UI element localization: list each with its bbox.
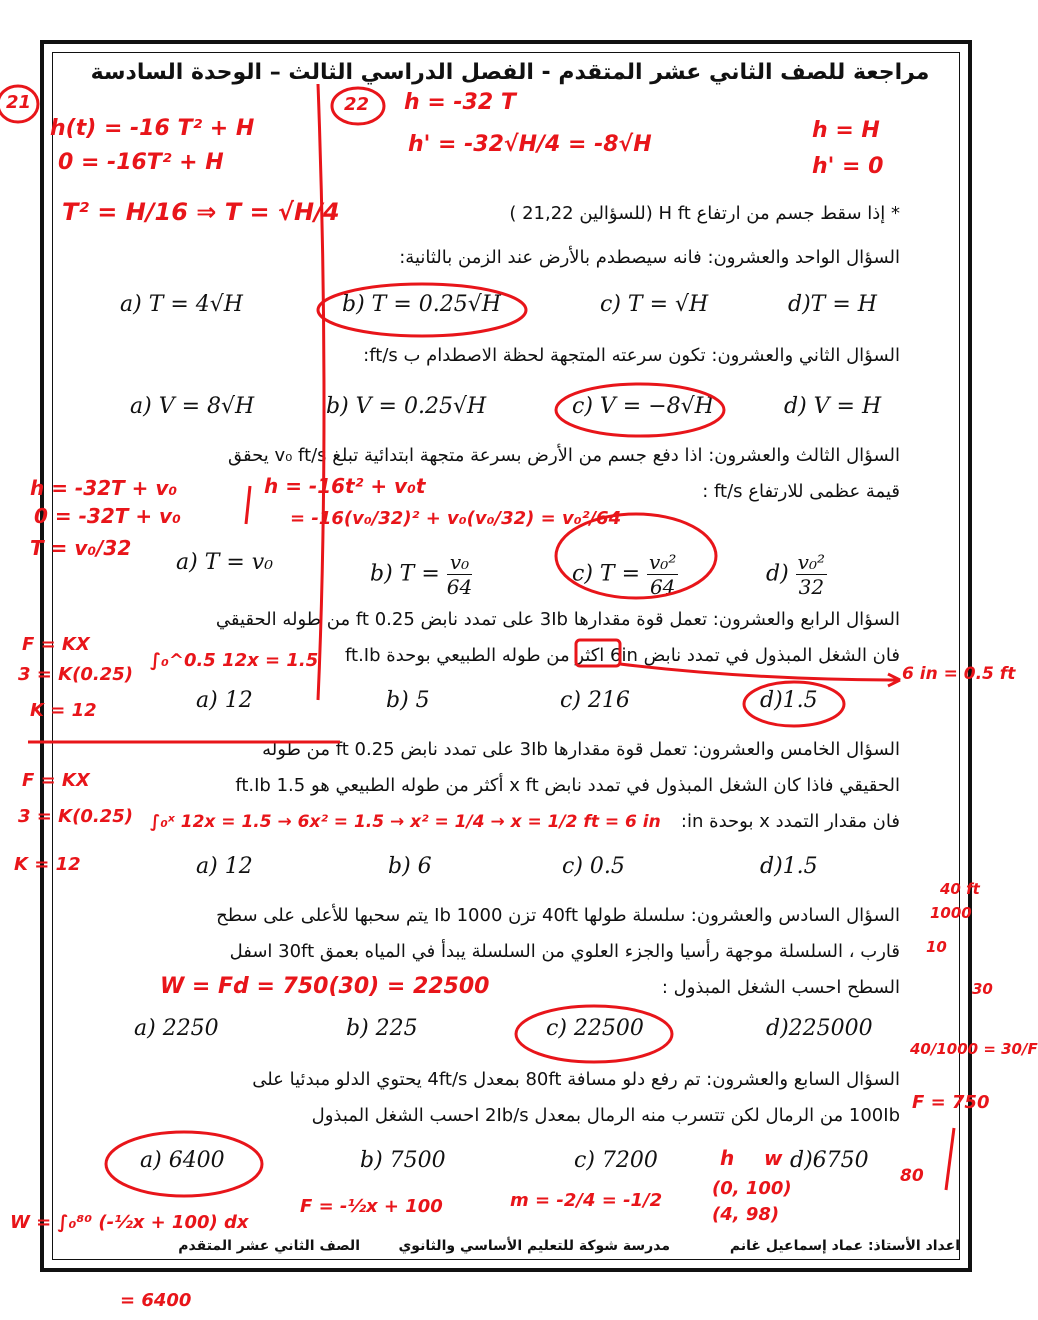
q24-work-line1: F = KX (22, 634, 90, 655)
q24-work-line3: K = 12 (30, 700, 97, 721)
q23-b-numerator: v₀ (447, 550, 472, 575)
question-27-text-line2: 100Ib من الرمال لكن تتسرب منه الرمال بمعدل 2Ib/s احسب الشغل المبذول (311, 1105, 900, 1126)
q27-option-c[interactable]: c) 7200 (574, 1148, 658, 1173)
q26-work-line3: 1000 (930, 904, 972, 922)
q26-option-a[interactable]: a) 2250 (134, 1016, 219, 1041)
q25-option-d[interactable]: d)1.5 (760, 854, 818, 879)
q24-work-line2: 3 = K(0.25) (18, 664, 133, 685)
q26-work-line5: 30 (972, 980, 993, 998)
footer-grade: الصف الثاني عشر المتقدم (178, 1238, 360, 1254)
q21-option-d[interactable]: d)T = H (788, 292, 877, 317)
q23-d-numerator: v₀² (797, 550, 826, 574)
q26-work-line4: 10 (926, 938, 947, 956)
q27-side-stroke (946, 1128, 954, 1190)
q21-answer-circle (318, 284, 526, 336)
q23-work-line4: h = -16t² + v₀t (264, 474, 426, 498)
q27-option-a[interactable]: a) 6400 (140, 1148, 225, 1173)
q27-work-line9: = 6400 (120, 1290, 192, 1311)
q27-work-line3: (0, 100) (712, 1178, 792, 1199)
page-title: مراجعة للصف الثاني عشر المتقدم - الفصل الدراسي الثالث – الوحدة السادسة (90, 60, 930, 85)
question-25-text-line3: فان مقدار التمدد x بوحدة in: (680, 811, 900, 832)
q22-work-line1: h = -32 T (404, 90, 516, 115)
q21-option-a[interactable]: a) T = 4√H (120, 292, 243, 317)
q21-work-line1: h(t) = -16 T² + H (50, 116, 255, 141)
ink-divider-vertical (318, 84, 324, 700)
q27-option-d[interactable]: d)6750 (790, 1148, 869, 1173)
question-23-text-line1: السؤال الثالث والعشرون: اذا دفع جسم من الأرض بسرعة متجهة ابتدائية تبلغ v₀ ft/s يحقق (227, 445, 900, 466)
q27-work-line6: F = -½x + 100 (300, 1196, 443, 1217)
question-26-text-line3: السطح احسب الشغل المبذول : (661, 977, 900, 998)
q27-work-line2: w (764, 1146, 783, 1170)
q23-d-denominator: 32 (798, 575, 825, 599)
q22-option-a[interactable]: a) V = 8√H (130, 394, 255, 419)
q22-work-line2: h' = -32√H/4 = -8√H (408, 132, 652, 157)
q27-option-b[interactable]: b) 7500 (360, 1148, 446, 1173)
q25-work-line3: K = 12 (14, 854, 81, 875)
q21-work-line2: 0 = -16T² + H (58, 150, 224, 175)
q24-option-d[interactable]: d)1.5 (760, 688, 818, 713)
question-21-text: السؤال الواحد والعشرون: فانه سيصطدم بالأرض عند الزمن بالثانية: (399, 247, 900, 268)
q23-work-line2: 0 = -32T + v₀ (34, 504, 181, 528)
q26-work-line6: 40/1000 = 30/F (910, 1040, 1038, 1058)
q22-option-d[interactable]: d) V = H (784, 394, 882, 419)
q22-number: 22 (344, 94, 370, 115)
q26-work-line1: W = Fd = 750(30) = 22500 (160, 974, 490, 999)
q27-work-line8: W = ∫₀⁸⁰ (-½x + 100) dx (10, 1212, 249, 1233)
q23-work-line3: T = v₀/32 (30, 536, 132, 560)
q22-work-line4: h' = 0 (812, 154, 884, 179)
q24-answer-circle (744, 682, 844, 726)
q21-work-line3: T² = H/16 ⇒ T = √H/4 (62, 198, 340, 226)
q23-work-line5: = -16(v₀/32)² + v₀(v₀/32) = v₀²/64 (290, 508, 622, 529)
q24-work-line4: ∫₀^0.5 12x = 1.5 (150, 650, 319, 671)
q27-answer-circle (106, 1132, 262, 1196)
q22-work-line3: h = H (812, 118, 880, 143)
q24-option-a[interactable]: a) 12 (196, 688, 253, 713)
question-27-text-line1: السؤال السابع والعشرون: تم رفع دلو مسافة 80ft بمعدل 4ft/s يحتوي الدلو مبدئيا على (252, 1069, 900, 1090)
question-23-text-line2: قيمة عظمى للارتفاع ft/s : (702, 481, 900, 502)
footer-school: مدرسة شوكة للتعليم الأساسي والثانوي (398, 1238, 670, 1254)
q25-work-line4: ∫₀ˣ 12x = 1.5 → 6x² = 1.5 → x² = 1/4 → x = 1/2 ft = 6 in (150, 812, 661, 832)
q21-option-b[interactable]: b) T = 0.25√H (342, 292, 501, 317)
q22-option-c[interactable]: c) V = −8√H (572, 394, 714, 419)
q24-arrow (620, 664, 900, 686)
q22-answer-circle (556, 384, 724, 436)
q23-work-line1: h = -32T + v₀ (30, 476, 178, 500)
q26-work-line7: F = 750 (912, 1092, 990, 1113)
q25-option-b[interactable]: b) 6 (388, 854, 432, 879)
q23-option-b-label: b) T = (370, 561, 440, 587)
q21-option-c[interactable]: c) T = √H (600, 292, 709, 317)
q26-option-d[interactable]: d)225000 (766, 1016, 873, 1041)
question-24-text-line1: السؤال الرابع والعشرون: تعمل قوة مقدارها 3Ib على تمدد نابض 0.25 ft من طوله الحقيقي (215, 609, 900, 630)
q25-option-c[interactable]: c) 0.5 (562, 854, 625, 879)
q24-work-line5: 6 in = 0.5 ft (902, 664, 1016, 684)
q27-work-line1: h (720, 1146, 735, 1170)
q24-option-c[interactable]: c) 216 (560, 688, 630, 713)
q27-work-line5: m = -2/4 = -1/2 (510, 1190, 663, 1211)
question-24-text-line2: فان الشغل المبذول في تمدد نابض 6in اكثر من طوله الطبيعي بوحدة ft.Ib (345, 645, 900, 666)
footer-author: اعداد الأستاذ: عماد إسماعيل غانم (729, 1238, 960, 1254)
q25-work-line1: F = KX (22, 770, 90, 791)
question-22-text: السؤال الثاني والعشرون: تكون سرعته المتجهة لحظة الاصطدام ب ft/s: (363, 345, 900, 366)
q26-option-b[interactable]: b) 225 (346, 1016, 418, 1041)
question-25-text-line1: السؤال الخامس والعشرون: تعمل قوة مقدارها 3Ib على تمدد نابض 0.25 ft من طوله (262, 739, 900, 760)
q24-6in-box (576, 640, 620, 666)
ink-divider-q23 (246, 486, 250, 524)
q23-option-a[interactable]: a) T = v₀ (176, 550, 274, 575)
question-26-text-line1: السؤال السادس والعشرون: سلسلة طولها 40ft تزن 1000 Ib يتم سحبها للأعلى على سطح (216, 905, 900, 926)
q23-c-denominator: 64 (649, 575, 676, 599)
q24-option-b[interactable]: b) 5 (386, 688, 430, 713)
q27-work-line7: 80 (900, 1166, 924, 1186)
q26-option-c[interactable]: c) 22500 (546, 1016, 644, 1041)
q23-option-c-label: c) T = (572, 561, 640, 587)
intro-text: * إذا سقط جسم من ارتفاع H ft (للسؤالين 21,22 ) (509, 203, 900, 224)
q23-option-d-label: d) (766, 561, 789, 587)
q21-number: 21 (6, 92, 32, 113)
q23-b-denominator: 64 (446, 575, 473, 599)
q25-work-line2: 3 = K(0.25) (18, 806, 133, 827)
question-25-text-line2: الحقيقي فاذا كان الشغل المبذول في تمدد نابض x ft أكثر من طوله الطبيعي هو ft.Ib 1.5 (235, 775, 900, 796)
q27-work-line4: (4, 98) (712, 1204, 780, 1225)
q23-c-numerator: v₀² (649, 550, 677, 574)
question-26-text-line2: قارب ، السلسلة موجهة رأسيا والجزء العلوي من السلسلة يبدأ في المياه بعمق 30ft اسفل (229, 941, 900, 962)
q22-option-b[interactable]: b) V = 0.25√H (326, 394, 487, 419)
q25-option-a[interactable]: a) 12 (196, 854, 253, 879)
q26-answer-circle (516, 1006, 672, 1062)
q26-work-line2: 40 ft (940, 880, 980, 898)
